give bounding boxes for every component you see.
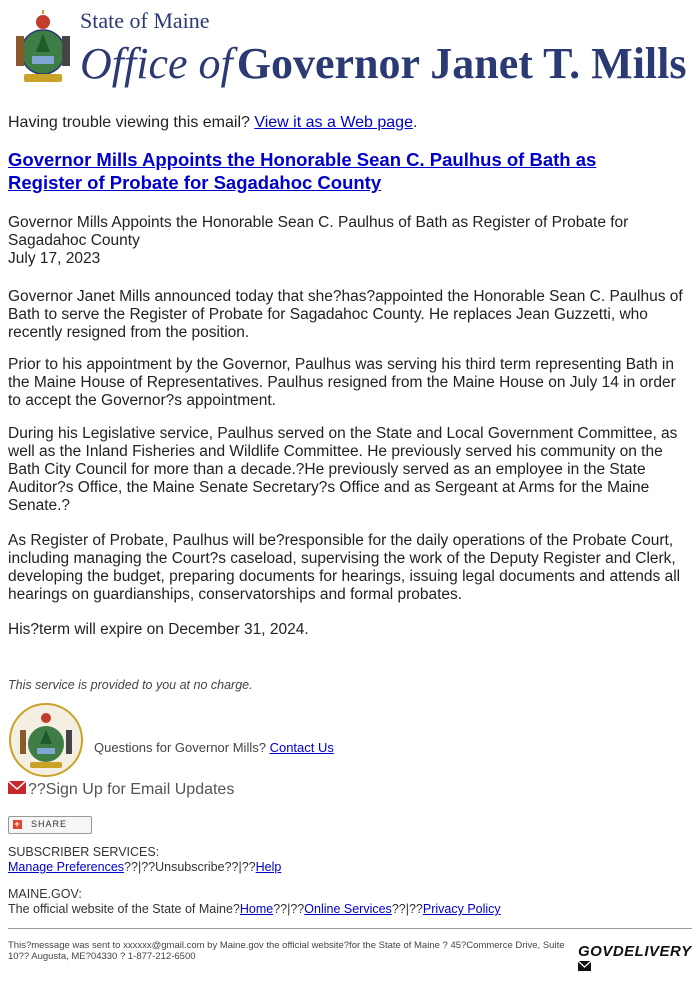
maine-seal-icon [8,702,84,778]
govdelivery-logo[interactable] [578,943,700,982]
contact-question-text: Questions for Governor Mills? [94,740,270,755]
governor-name: Governor Janet T. Mills [236,39,687,88]
signup-link[interactable] [8,780,234,799]
share-button[interactable] [8,816,92,834]
maine-gov-block [8,887,501,917]
signup-label: ??Sign Up for Email Updates [28,781,235,798]
online-services-link[interactable]: Online Services [304,902,392,916]
help-link[interactable]: Help [255,860,282,874]
office-title [80,38,687,89]
govdelivery-label: GOVDELIVERY [578,943,692,960]
article-date: July 17, 2023 [8,250,101,267]
trouble-suffix: . [412,114,418,131]
contact-block [8,702,408,772]
subscriber-heading: SUBSCRIBER SERVICES: [8,845,160,859]
trouble-text: Having trouble viewing this email? [8,114,255,131]
trouble-viewing-line [8,114,417,132]
home-link[interactable]: Home [239,902,274,916]
article-paragraph: Governor Janet Mills announced today that she?has?appointed the Honorable Sean C. Paulhus of Bath to serve the Register of Probate for Sagadahoc County. He replaces Jean Guzzetti, who recently resigned from the position. [8,288,683,341]
envelope-icon [578,960,592,972]
footer-divider [8,928,692,929]
separator: ??|?? [391,902,423,916]
email-icon [8,780,28,796]
article-paragraph: His?term will expire on December 31, 2024. [8,621,309,638]
service-note: This service is provided to you at no charge. [8,678,253,692]
article-subtitle: Governor Mills Appoints the Honorable Sean C. Paulhus of Bath as Register of Probate for Sagadahoc County [8,214,629,249]
article-paragraph: Prior to his appointment by the Governor, Paulhus was serving his third term representing Bath in the Maine House of Representatives. Paulhus resigned from the Maine House on July 14 in order to accept the Governor?s appointment. [8,356,676,409]
maine-gov-line [8,902,501,917]
headline [8,148,668,194]
contact-question [94,740,334,755]
plus-icon: + [14,819,21,829]
share-label: SHARE [31,819,68,829]
article-subtitle-block [8,214,688,268]
article-paragraph: As Register of Probate, Paulhus will be?responsible for the daily operations of the Probate Court, including managing the Court?s caseload, supervising the work of the Deputy Register and Clerk, developing the budget, preparing documents for hearings, issuing legal documents and attends all hearings on guardianships, conservatorships and formal probates. [8,532,681,603]
separator: ??|?? [273,902,305,916]
privacy-policy-link[interactable]: Privacy Policy [422,902,501,916]
subscriber-links [8,860,281,875]
office-prefix: Office of [80,39,233,88]
state-name: State of Maine [80,8,210,33]
manage-preferences-link[interactable]: Manage Preferences [8,860,125,874]
contact-us-link[interactable]: Contact Us [269,740,334,755]
subscriber-services [8,845,281,875]
maine-gov-text: The official website of the State of Maine? [8,902,240,916]
maine-seal-icon [12,8,74,88]
footer-note: This?message was sent to xxxxxx@gmail.com by Maine.gov the official website?for the State of Maine ? 45?Commerce Drive, Suite 10?? Augusta, ME?04330 ? 1-877-212-6500 [8,940,565,962]
unsubscribe-link[interactable]: ??|??Unsubscribe??|?? [124,860,256,874]
maine-gov-heading: MAINE.GOV: [8,887,82,901]
headline-link[interactable]: Governor Mills Appoints the Honorable Sean C. Paulhus of Bath as Register of Probate for Sagadahoc County [8,149,597,193]
email-header [12,6,692,96]
view-web-page-link[interactable]: View it as a Web page [254,114,413,131]
article-paragraph: During his Legislative service, Paulhus served on the State and Local Government Committee, as well as the Inland Fisheries and Wildlife Committee. He previously served his community on the Bath City Council for more than a decade.?He previously served as an employee in the State Auditor?s Office, the Maine Senate Secretary?s Office and as Sergeant at Arms for the Maine Senate.? [8,425,678,514]
